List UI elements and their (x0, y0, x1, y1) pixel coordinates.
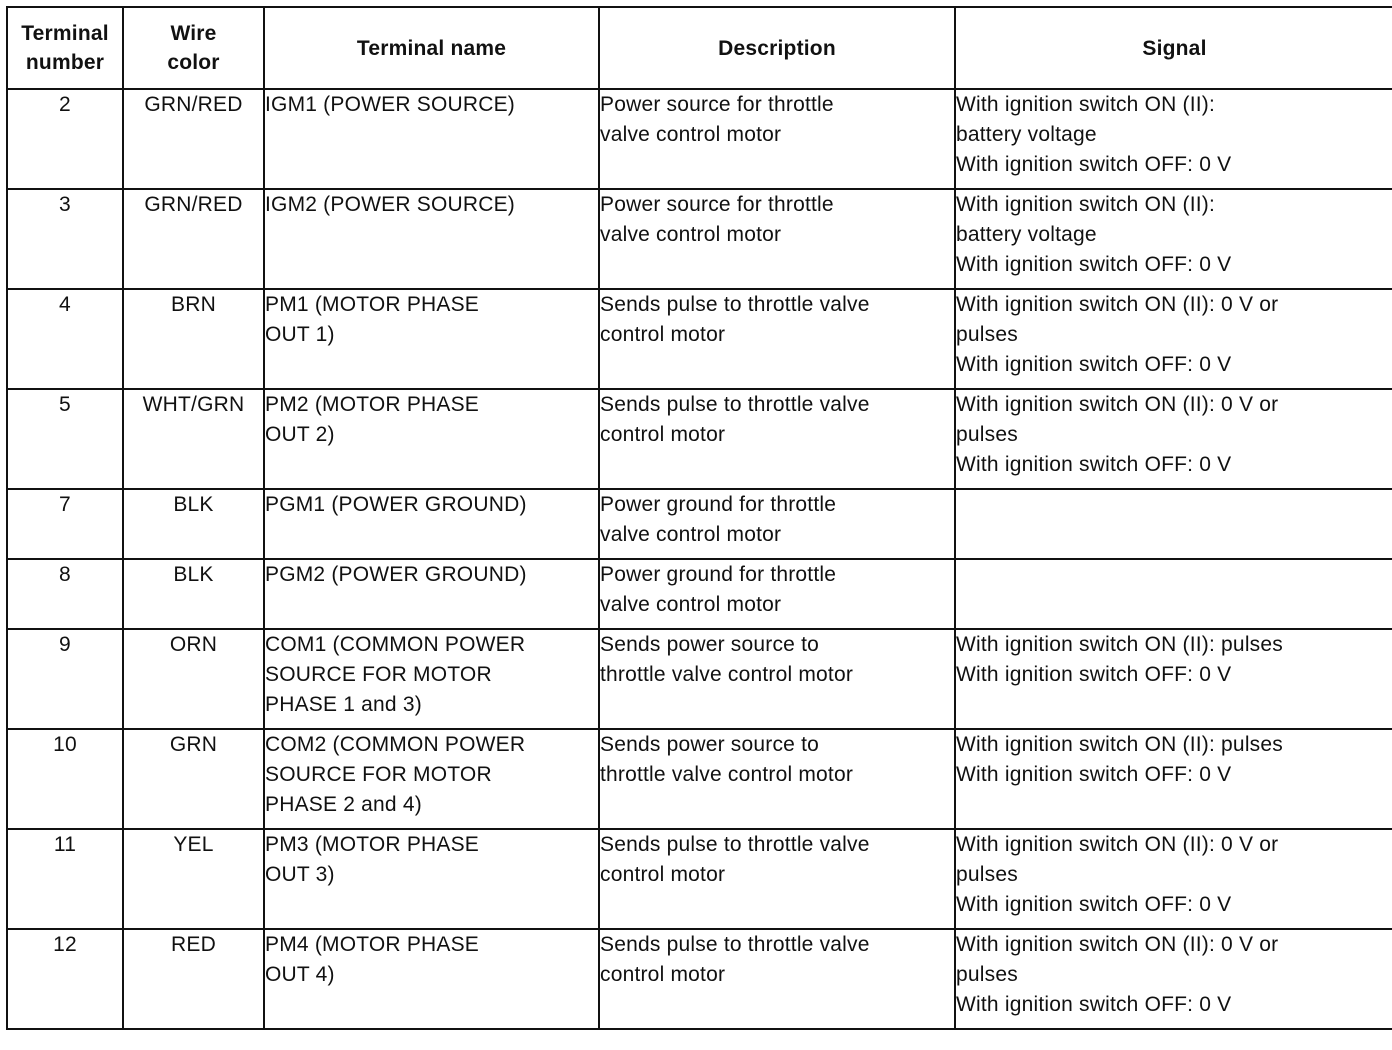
description-line: Sends pulse to throttle valve (600, 293, 870, 316)
terminal-name-line: PM2 (MOTOR PHASE (265, 393, 480, 416)
description-line: Sends pulse to throttle valve (600, 393, 870, 416)
description-cell (599, 489, 955, 559)
description-line: valve control motor (600, 123, 782, 146)
description-line: valve control motor (600, 523, 782, 546)
description-line: valve control motor (600, 223, 782, 246)
signal-line: With ignition switch ON (II): 0 V or (956, 933, 1279, 956)
description-line: Power source for throttle (600, 193, 834, 216)
header-wire-color (123, 7, 264, 89)
signal-line: With ignition switch OFF: 0 V (956, 763, 1232, 786)
terminal-name-line: COM1 (COMMON POWER (265, 633, 526, 656)
signal-line: With ignition switch ON (II): (956, 93, 1216, 116)
signal-line: With ignition switch ON (II): 0 V or (956, 293, 1279, 316)
terminal-number-cell: 10 (7, 729, 123, 829)
signal-cell (955, 289, 1392, 389)
terminal-number-cell: 3 (7, 189, 123, 289)
description-line: control motor (600, 323, 726, 346)
terminal-name-cell (264, 629, 599, 729)
terminal-name-cell (264, 389, 599, 489)
description-line: control motor (600, 963, 726, 986)
terminal-name-line: PGM2 (POWER GROUND) (265, 563, 527, 586)
terminal-name-line: IGM1 (POWER SOURCE) (265, 93, 515, 116)
description-line: Sends pulse to throttle valve (600, 933, 870, 956)
signal-line: With ignition switch OFF: 0 V (956, 353, 1232, 376)
table-body (7, 89, 1392, 1029)
wire-color-cell: RED (123, 929, 264, 1029)
description-line: control motor (600, 423, 726, 446)
terminal-name-line: PM4 (MOTOR PHASE (265, 933, 480, 956)
description-line: Power source for throttle (600, 93, 834, 116)
terminal-name-cell (264, 289, 599, 389)
signal-line: With ignition switch OFF: 0 V (956, 993, 1232, 1016)
table-row (7, 929, 1392, 1029)
terminal-name-line: PHASE 1 and 3) (265, 693, 422, 716)
terminal-name-line: PM1 (MOTOR PHASE (265, 293, 480, 316)
header-terminal-number-line: number (25, 51, 105, 74)
terminal-name-cell (264, 489, 599, 559)
table-row (7, 489, 1392, 559)
wire-color-cell: BLK (123, 559, 264, 629)
terminal-number-cell: 9 (7, 629, 123, 729)
signal-line: pulses (956, 423, 1018, 446)
terminal-name-cell (264, 829, 599, 929)
signal-line: With ignition switch ON (II): 0 V or (956, 833, 1279, 856)
terminal-table (6, 6, 1392, 1030)
header-row (7, 7, 1392, 89)
signal-line: With ignition switch OFF: 0 V (956, 153, 1232, 176)
terminal-name-line: PM3 (MOTOR PHASE (265, 833, 480, 856)
description-cell (599, 89, 955, 189)
terminal-name-cell (264, 729, 599, 829)
signal-line: pulses (956, 863, 1018, 886)
signal-line: battery voltage (956, 223, 1097, 246)
terminal-name-line: PGM1 (POWER GROUND) (265, 493, 527, 516)
wire-color-cell: BLK (123, 489, 264, 559)
wire-color-cell: GRN/RED (123, 189, 264, 289)
terminal-number-cell: 8 (7, 559, 123, 629)
description-line: throttle valve control motor (600, 763, 854, 786)
wire-color-cell: YEL (123, 829, 264, 929)
signal-cell (955, 489, 1392, 559)
table-row (7, 189, 1392, 289)
description-cell (599, 189, 955, 289)
table-row (7, 389, 1392, 489)
signal-cell (955, 629, 1392, 729)
terminal-name-line: OUT 1) (265, 323, 335, 346)
signal-cell (955, 389, 1392, 489)
description-line: Sends pulse to throttle valve (600, 833, 870, 856)
wire-color-cell: ORN (123, 629, 264, 729)
wire-color-cell: WHT/GRN (123, 389, 264, 489)
table-row (7, 729, 1392, 829)
terminal-number-cell: 7 (7, 489, 123, 559)
terminal-name-line: IGM2 (POWER SOURCE) (265, 193, 515, 216)
table-row (7, 89, 1392, 189)
signal-line: With ignition switch ON (II): 0 V or (956, 393, 1279, 416)
description-cell (599, 729, 955, 829)
header-terminal-number-line: Terminal (21, 22, 109, 45)
table-row (7, 829, 1392, 929)
header-terminal-name: Terminal name (264, 7, 599, 89)
wire-color-cell: GRN (123, 729, 264, 829)
description-line: valve control motor (600, 593, 782, 616)
terminal-name-line: OUT 3) (265, 863, 335, 886)
table-row (7, 289, 1392, 389)
signal-cell (955, 189, 1392, 289)
wire-color-cell: GRN/RED (123, 89, 264, 189)
terminal-number-cell: 12 (7, 929, 123, 1029)
signal-line: pulses (956, 323, 1018, 346)
terminal-number-cell: 11 (7, 829, 123, 929)
description-line: Sends power source to (600, 633, 819, 656)
terminal-name-cell (264, 559, 599, 629)
terminal-number-cell: 5 (7, 389, 123, 489)
signal-cell (955, 559, 1392, 629)
terminal-name-line: COM2 (COMMON POWER (265, 733, 526, 756)
signal-cell (955, 89, 1392, 189)
description-cell (599, 929, 955, 1029)
signal-line: With ignition switch ON (II): pulses (956, 733, 1283, 756)
terminal-name-line: SOURCE FOR MOTOR (265, 763, 492, 786)
terminal-number-cell: 2 (7, 89, 123, 189)
signal-cell (955, 929, 1392, 1029)
header-wire-color-line: color (167, 51, 220, 74)
description-line: Power ground for throttle (600, 563, 837, 586)
terminal-name-line: PHASE 2 and 4) (265, 793, 422, 816)
wire-color-cell: BRN (123, 289, 264, 389)
description-cell (599, 629, 955, 729)
description-cell (599, 389, 955, 489)
signal-line: With ignition switch OFF: 0 V (956, 663, 1232, 686)
terminal-name-cell (264, 929, 599, 1029)
description-line: Power ground for throttle (600, 493, 837, 516)
description-cell (599, 289, 955, 389)
signal-cell (955, 829, 1392, 929)
header-terminal-number (7, 7, 123, 89)
signal-line: With ignition switch OFF: 0 V (956, 893, 1232, 916)
terminal-name-line: OUT 4) (265, 963, 335, 986)
terminal-name-cell (264, 189, 599, 289)
description-line: Sends power source to (600, 733, 819, 756)
signal-cell (955, 729, 1392, 829)
signal-line: battery voltage (956, 123, 1097, 146)
signal-line: With ignition switch ON (II): (956, 193, 1216, 216)
terminal-number-cell: 4 (7, 289, 123, 389)
table-row (7, 559, 1392, 629)
table-row (7, 629, 1392, 729)
signal-line: pulses (956, 963, 1018, 986)
terminal-name-cell (264, 89, 599, 189)
terminal-name-line: OUT 2) (265, 423, 335, 446)
description-cell (599, 559, 955, 629)
signal-line: With ignition switch OFF: 0 V (956, 253, 1232, 276)
signal-line: With ignition switch ON (II): pulses (956, 633, 1283, 656)
description-line: control motor (600, 863, 726, 886)
table-header (7, 7, 1392, 89)
description-cell (599, 829, 955, 929)
header-wire-color-line: Wire (170, 22, 217, 45)
terminal-table-container (6, 6, 1392, 1030)
description-line: throttle valve control motor (600, 663, 854, 686)
header-description: Description (599, 7, 955, 89)
header-signal: Signal (955, 7, 1392, 89)
signal-line: With ignition switch OFF: 0 V (956, 453, 1232, 476)
terminal-name-line: SOURCE FOR MOTOR (265, 663, 492, 686)
